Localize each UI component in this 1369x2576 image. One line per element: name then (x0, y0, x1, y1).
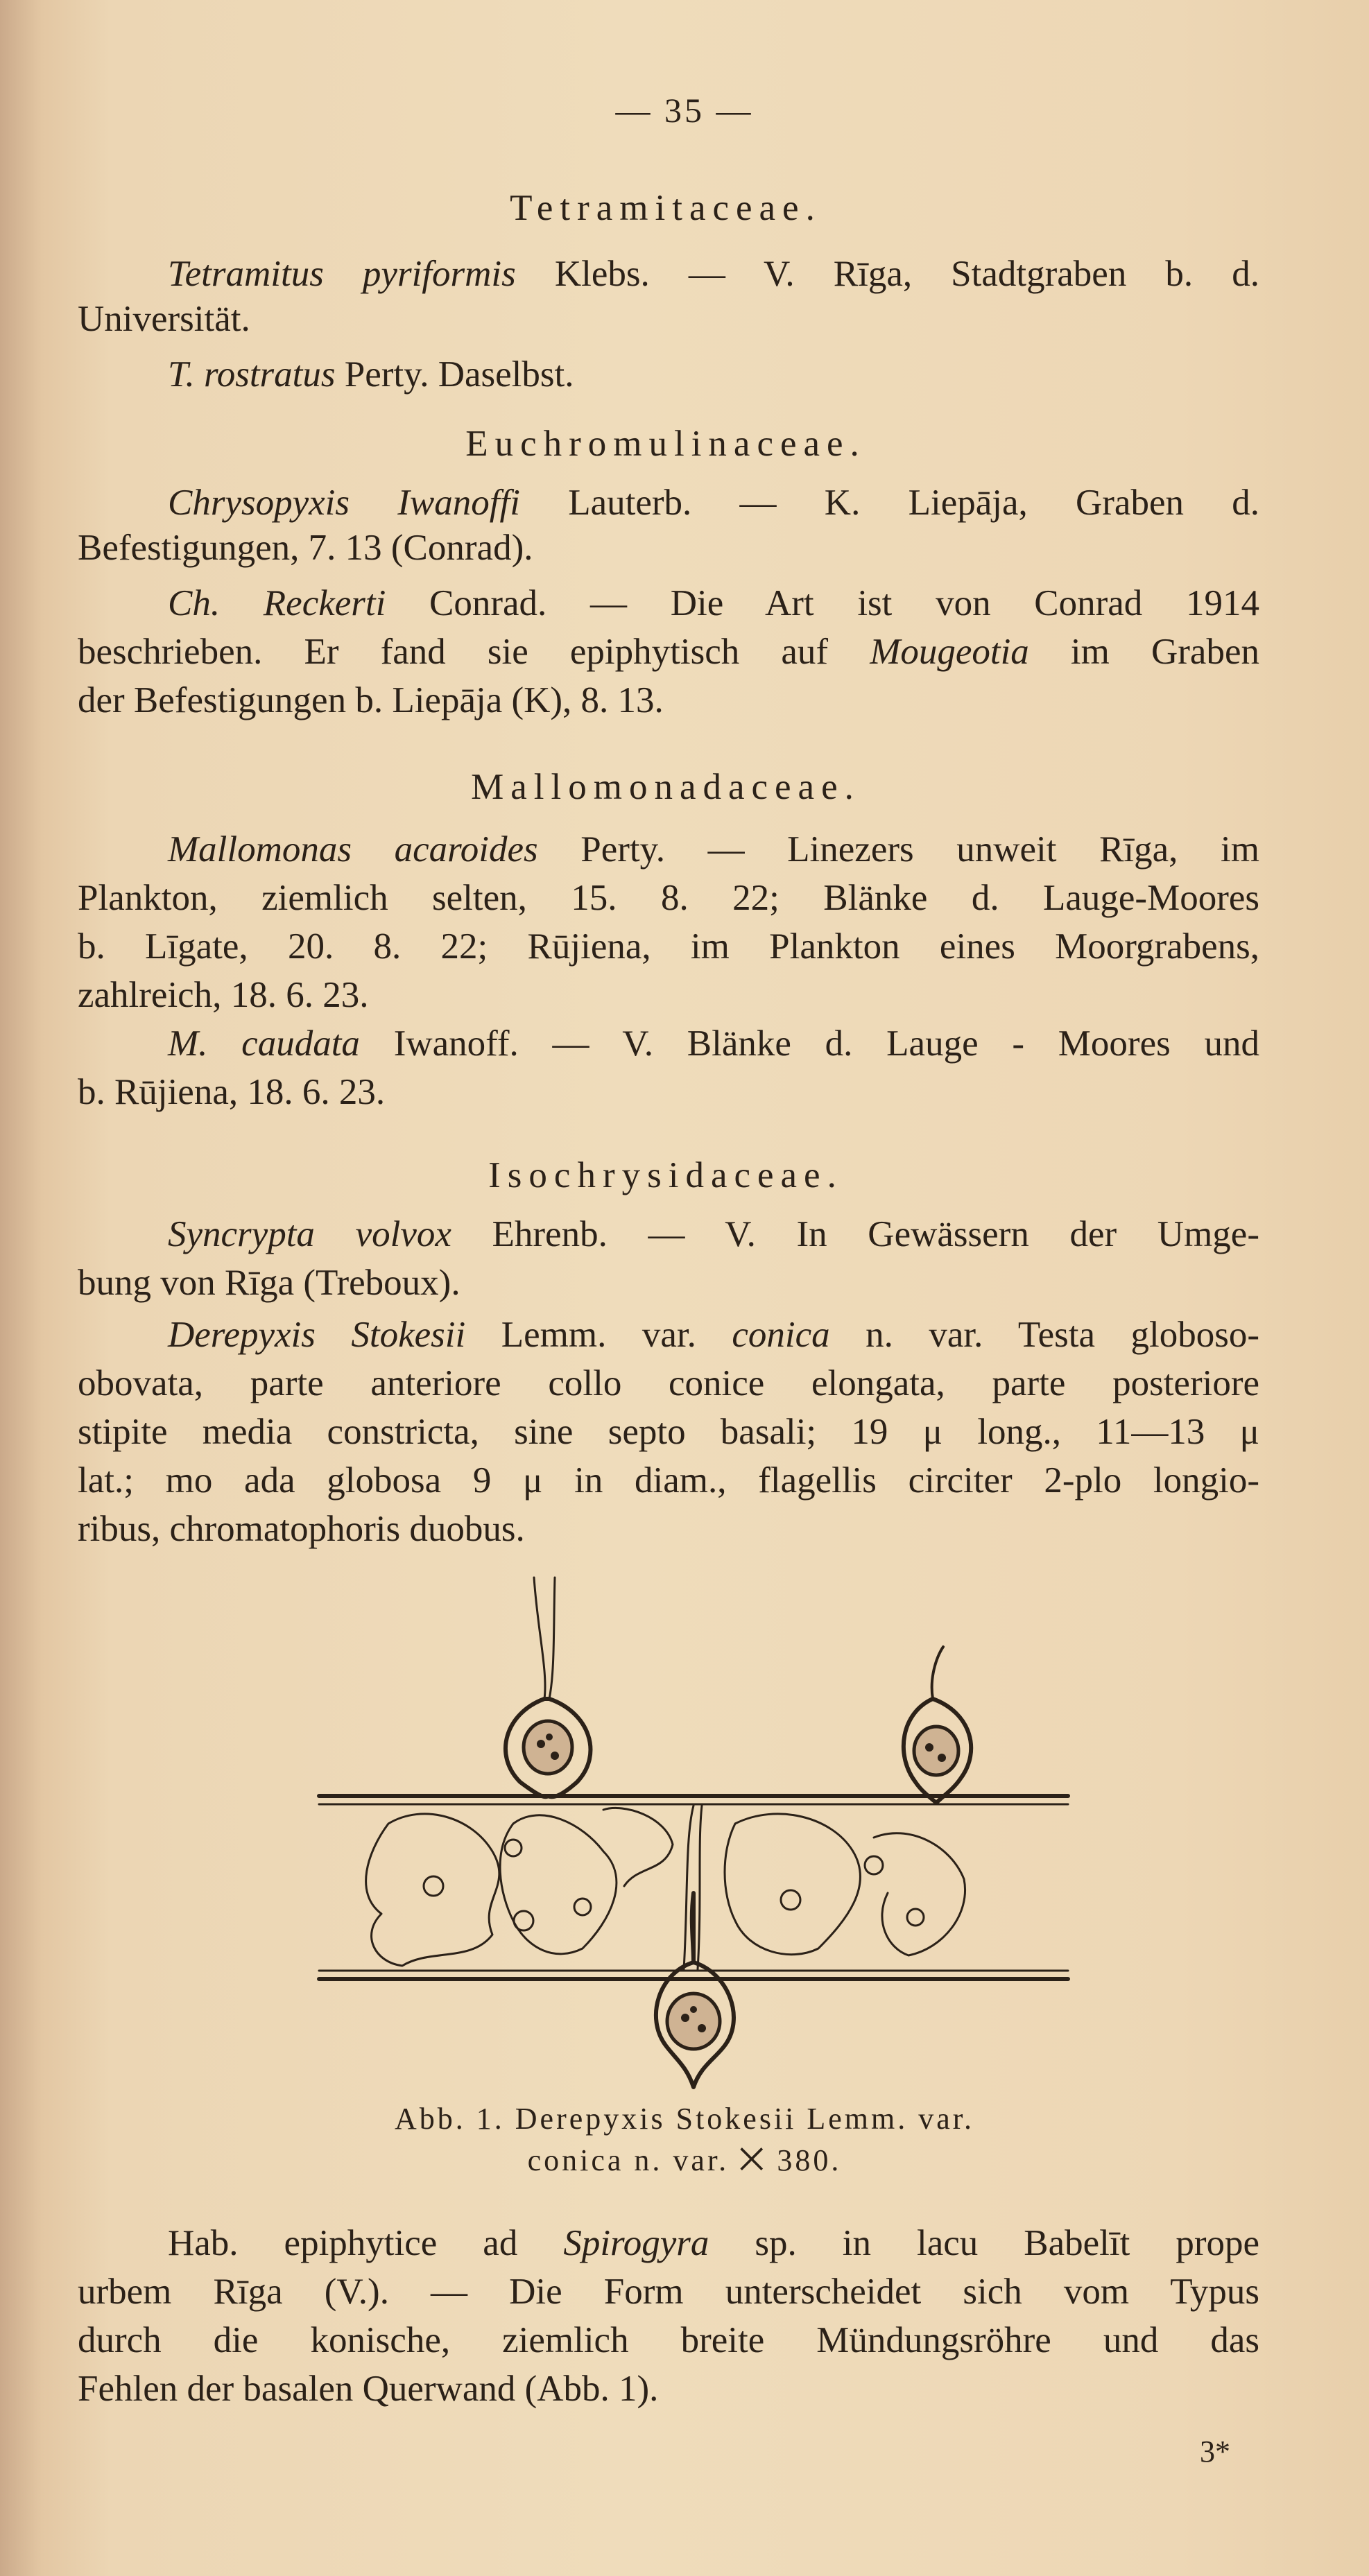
text-line: Universität. (78, 299, 250, 339)
text-line: lat.; mo ada globosa 9 μ in diam., flagellis circiter 2-plo longio- (78, 1460, 1259, 1501)
taxon-name: T. rostratus (168, 354, 336, 395)
taxon-name: Tetramitus pyriformis (168, 254, 516, 294)
signature-mark: 3* (1200, 2435, 1230, 2469)
text-line: T. rostratus Perty. Daselbst. (168, 354, 574, 395)
section-heading: Mallomonadaceae. (471, 767, 861, 807)
text-line: b. Līgate, 20. 8. 22; Rūjiena, im Plankton eines Moorgrabens, (78, 926, 1259, 967)
figure-caption: Abb. 1. Derepyxis Stokesii Lemm. var. (394, 2102, 974, 2136)
text-line: Hab. epiphytice ad Spirogyra sp. in lacu Babelīt prope (168, 2223, 1259, 2263)
taxon-name: Spirogyra (563, 2223, 709, 2263)
text-line: zahlreich, 18. 6. 23. (78, 975, 369, 1015)
text-line: Tetramitus pyriformis Klebs. — V. Rīga, Stadtgraben b. d. (168, 254, 1260, 294)
figure-caption: conica n. var. ⨉ 380. (527, 2143, 842, 2177)
text-line: urbem Rīga (V.). — Die Form unterscheidet sich vom Typus (78, 2272, 1259, 2312)
taxon-name: Syncrypta volvox (168, 1214, 451, 1254)
taxon-name: Derepyxis Stokesii (168, 1315, 466, 1355)
text-line: Plankton, ziemlich selten, 15. 8. 22; Blänke d. Lauge-Moores (78, 878, 1259, 918)
text-line: der Befestigungen b. Liepāja (K), 8. 13. (78, 680, 664, 720)
page-number: — 35 — (615, 91, 754, 130)
text-line: beschrieben. Er fand sie epiphytisch auf Mougeotia im Graben (78, 632, 1259, 672)
text-line: Befestigungen, 7. 13 (Conrad). (78, 528, 533, 568)
text-line: Chrysopyxis Iwanoffi Lauterb. — K. Liepāja, Graben d. (168, 483, 1259, 523)
text-line: obovata, parte anteriore collo conice elongata, parte posteriore (78, 1363, 1259, 1403)
text-line: stipite media constricta, sine septo basali; 19 μ long., 11—13 μ (78, 1412, 1259, 1452)
text-line: ribus, chromatophoris duobus. (78, 1509, 525, 1549)
section-heading: Tetramitaceae. (510, 188, 822, 228)
text-line: b. Rūjiena, 18. 6. 23. (78, 1072, 386, 1112)
text-line: Fehlen der basalen Querwand (Abb. 1). (78, 2369, 659, 2409)
taxon-name: M. caudata (168, 1023, 360, 1064)
taxon-name: Mallomonas acaroides (168, 829, 538, 870)
text-line: Mallomonas acaroides Perty. — Linezers unweit Rīga, im (168, 829, 1259, 870)
text-line: Syncrypta volvox Ehrenb. — V. In Gewässern der Umge- (168, 1214, 1259, 1254)
taxon-name: conica (732, 1315, 830, 1355)
text-line: durch die konische, ziemlich breite Mündungsröhre und das (78, 2320, 1259, 2360)
section-heading: Isochrysidaceae. (488, 1155, 843, 1195)
section-heading: Euchromulinaceae. (465, 424, 866, 464)
text-line: M. caudata Iwanoff. — V. Blänke d. Lauge - Moores und (168, 1023, 1259, 1064)
figure-illustration (305, 1574, 1082, 2094)
taxon-name: Ch. Reckerti (168, 583, 386, 623)
taxon-name: Chrysopyxis Iwanoffi (168, 483, 520, 523)
text-line: Derepyxis Stokesii Lemm. var. conica n. var. Testa globoso- (168, 1315, 1259, 1355)
taxon-name: Mougeotia (870, 632, 1029, 672)
text-line: Ch. Reckerti Conrad. — Die Art ist von Conrad 1914 (168, 583, 1259, 623)
text-line: bung von Rīga (Treboux). (78, 1263, 460, 1303)
